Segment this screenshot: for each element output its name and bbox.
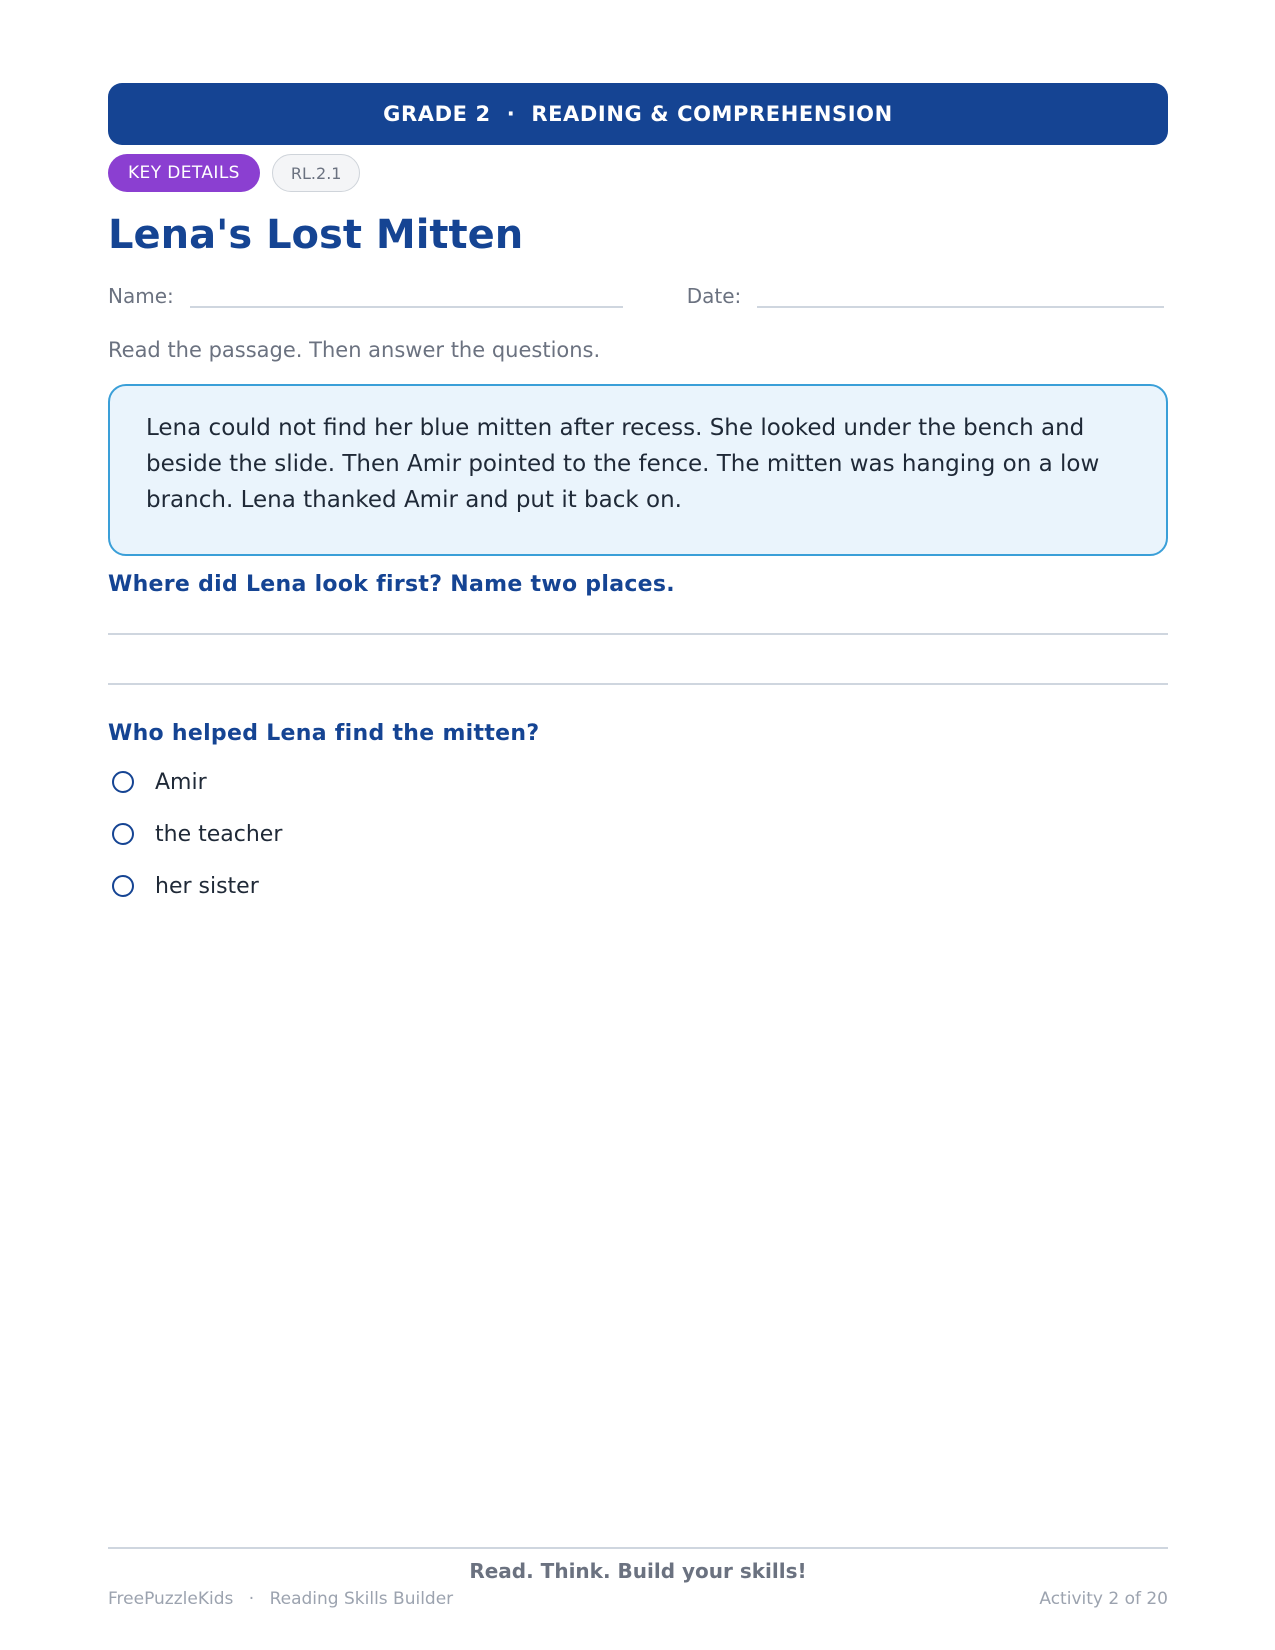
activity-counter: Activity 2 of 20 (1039, 1589, 1168, 1609)
option-the-teacher[interactable] (108, 808, 1168, 860)
name-field[interactable] (190, 284, 623, 308)
footer-tagline: Read. Think. Build your skills! (469, 1559, 807, 1583)
grade-label: GRADE 2 (383, 102, 491, 126)
radio-circle-icon[interactable] (112, 823, 134, 845)
series-name: Reading Skills Builder (269, 1589, 454, 1609)
brand-name: FreePuzzleKids (108, 1589, 234, 1609)
option-label: the teacher (155, 821, 283, 847)
question-2: Who helped Lena find the mitten? (108, 721, 540, 746)
radio-circle-icon[interactable] (112, 771, 134, 793)
footer-brand-line (108, 1589, 453, 1609)
question-1: Where did Lena look first? Name two places. (108, 572, 675, 597)
answer-line[interactable] (108, 633, 1168, 635)
subject-label: READING & COMPREHENSION (531, 102, 893, 126)
instructions: Read the passage. Then answer the questions. (108, 338, 601, 362)
name-date-row (108, 284, 1168, 308)
answer-line[interactable] (108, 683, 1168, 685)
header-separator: · (506, 102, 516, 126)
page-title: Lena's Lost Mitten (108, 212, 524, 258)
answer-options (108, 756, 1168, 912)
footer-separator: · (248, 1589, 255, 1609)
name-label: Name: (108, 284, 174, 308)
option-amir[interactable] (108, 756, 1168, 808)
option-her-sister[interactable] (108, 860, 1168, 912)
date-label: Date: (686, 284, 742, 308)
option-label: Amir (155, 769, 207, 795)
header-banner (108, 83, 1168, 145)
footer-bottom-row (108, 1589, 1168, 1609)
radio-circle-icon[interactable] (112, 875, 134, 897)
option-label: her sister (155, 873, 259, 899)
worksheet (108, 83, 1168, 912)
tag-row (108, 154, 1168, 192)
footer-divider (108, 1547, 1168, 1549)
date-field[interactable] (757, 284, 1164, 308)
reading-passage: Lena could not find her blue mitten after recess. She looked under the bench and beside the slide. Then Amir pointed to the fence. The mitten was hanging on a low branch. Lena thanked Amir and put it back on. (108, 384, 1168, 556)
skill-tag: KEY DETAILS (108, 154, 260, 192)
footer (108, 1547, 1168, 1609)
date-group (687, 284, 1165, 308)
standard-tag: RL.2.1 (272, 154, 361, 192)
